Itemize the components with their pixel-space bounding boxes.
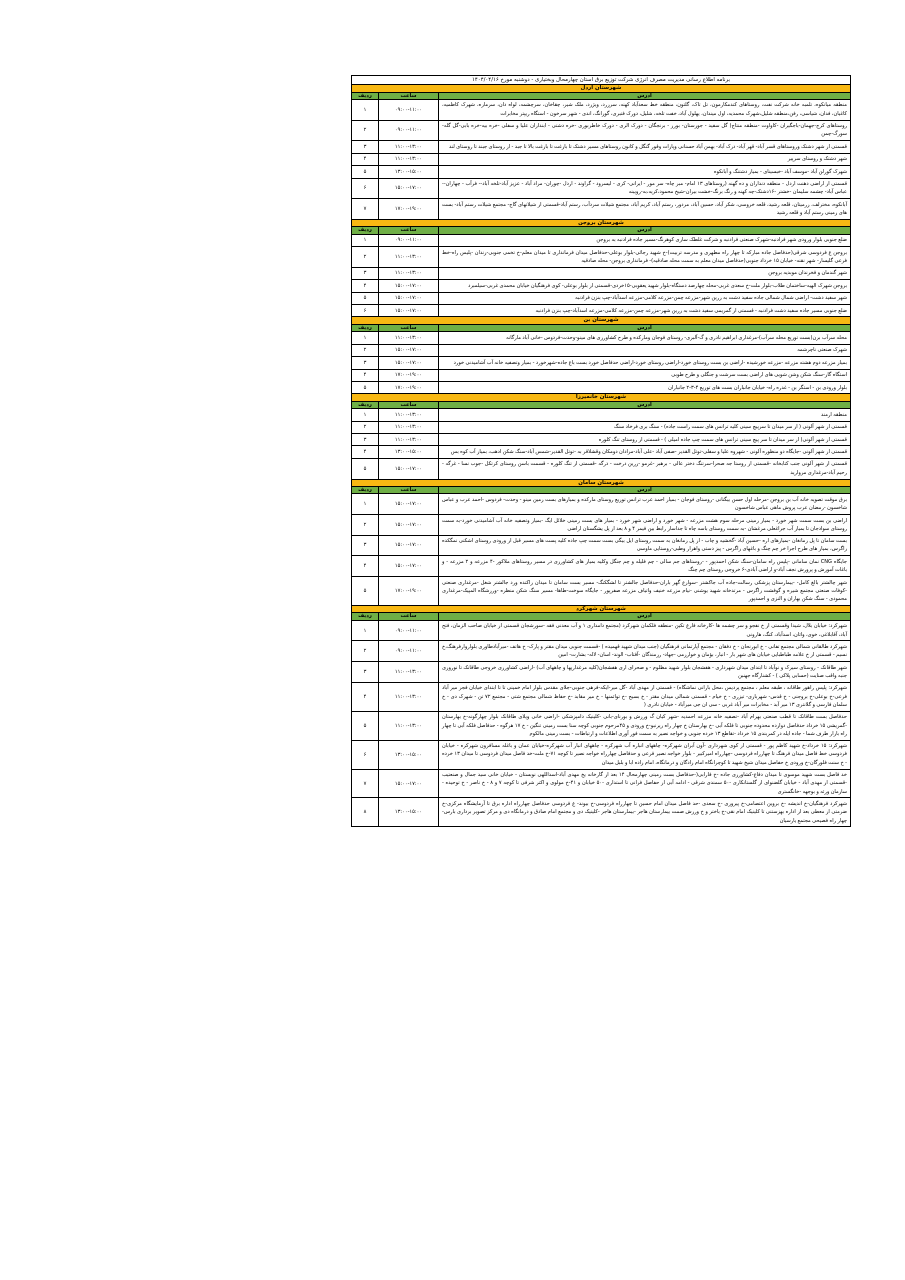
column-header-row	[351, 487, 850, 494]
row-time-range: ۱۵:۰۰-۱۷:۰۰	[379, 344, 439, 356]
table-row	[351, 798, 850, 827]
column-header-rownum: ردیف	[351, 324, 378, 331]
row-address: ضلع جنوبی بلوار ورودی شهر فرادنبه-شهرک صنعتی فرادنبه و شرکت غلطک سازی کوهرنگ-مسیر جاده فرادنبه به بروجن	[439, 234, 851, 246]
table-row	[351, 280, 850, 292]
county-name: شهرستان بروجن	[351, 219, 850, 226]
table-row	[351, 433, 850, 445]
document-title-row	[351, 76, 850, 85]
column-header-time: ساعت	[379, 401, 439, 408]
table-row	[351, 357, 850, 369]
row-time-range: ۰۹:۰۰-۱۱:۰۰	[379, 120, 439, 141]
row-number: ۷	[351, 199, 378, 220]
row-number: ۱	[351, 494, 378, 515]
table-row	[351, 234, 850, 246]
row-time-range: ۱۱:۰۰-۱۳:۰۰	[379, 247, 439, 268]
row-address: بست سامان تا پل زمانغان -بمیازهای اره -حسین آباد -گخشیه و چاب - از پل زمانغان به سمت روستای ایل بیگی بست سمت چپ جاده کلیه پست های مسیر قبل از ورودی روستای اشکنی نمگکده زاگرس، بمیاز های طرح اجرا خر چم چنگ و باغهای زاگرس - پیز دستی واهرار وطبی-روستایی ماوسی	[439, 535, 851, 556]
row-number: ۴	[351, 153, 378, 165]
row-number: ۵	[351, 458, 378, 479]
row-time-range: ۱۵:۰۰-۱۷:۰۰	[379, 305, 439, 317]
row-address: شهرکرد فرهنگیان-خ اندیشه -خ بروین اعتصامی-خ پیروزی -خ سعدی -حد فاصل میدان امام حسین تا چهارراه فردوسی-خ بیوند- غ فردوسی حدفاصل چهارراه اداره برق تا آزمایشگاه مرکزی-خ ضرمتی از معطی بعد از اداره بهزستنی تا کلینیک امام نقی-خ باختر و خ ورزش صمت بیمارستان هاجر -بیمارستان هاجر -کلینیک دی و مجتمع امام صادق و درمانگاه دی و مرکز تصویر برداری بارس-چهار راه فصیحی مجتمع یارسیان	[439, 798, 851, 827]
row-number: ۵	[351, 577, 378, 606]
row-address: شهر سفید دشت- اراضی شمال شمالی جاده سفید دشت به زرین شهر-مزرعه چمن-مزرعه کلامی-مزرعه اسدآباد-چپ بنزن فرادنبه	[439, 292, 851, 304]
table-row	[351, 682, 850, 711]
row-address: آبانکوه، مخترلف، زرمیتان، قلعه رشید، قلعه خروسی، شکر آباد، حسین آباد، مردور، رستم آباد، کریم آباد، مجتمع شیلات سردآب، رستم آباد-قسمتی از شیلاتهای گاج- مجتمع شیلات رستم آباد- بست های زمینی رستم آباد و قلعه رشید	[439, 199, 851, 220]
page-title: برنامه اطلاع رسانی مدیریت مصرف انرژی شرکت توزیع برق استان چهارمحال وبختیاری - دوشنبه مورخ ۱۴۰۴/۰۴/۱۶	[351, 76, 850, 85]
row-number: ۵	[351, 292, 378, 304]
row-address: بروجن شهرک الهیه-ساختمان طلاب-بلوار ملت-خ سعدی غربی-محله چهارصد دستگاه-بلوار شهید یعقوبی-۱۵خردی-قسمتی از بلوار بوعلی- کوی فرهنگیان خیابان محمدی غربی-سیلمبرد	[439, 280, 851, 292]
table-row	[351, 247, 850, 268]
county-name: شهرستان اردل	[351, 85, 850, 92]
row-address: بروجن غ فردوسی شرقی(حدفاصل جاده مبارکه تا چهار راه مطهری و مدرسه تربیت)-خ شهید رجائی-بلوار بوعلی-حدفاصل میدان فرمانداری تا میدان معلم-خ تخمی جنوبی-زندان -پلیس راه-خط فرعی گلیسار- شهر نقنه- خیابان ۱۵ خرداد جنوبی(حدفاصل میدان معلم به سمت محله صادقیه)- فرمانداری بروجن- محله صادقیه	[439, 247, 851, 268]
row-address: شهرکرد: خیابان بلال، شیدا وقسمتی از خ نفجو و سر چشمه ها -کارخانه فارغ تکین -منطقه فلکمان شهرکرد (مجتمع دامداری ۱ و آب معدنی فقه -سورشجان قسمتی از خیابان صاحب الزمان، فتح آباد، آقابلاغی، خوی، واثان، اسدآباد، کنگ، هارونی	[439, 620, 851, 641]
row-number: ۲	[351, 344, 378, 356]
row-time-range: ۱۱:۰۰-۱۳:۰۰	[379, 662, 439, 683]
row-number: ۲	[351, 120, 378, 141]
row-address: منطقه ارمند	[439, 409, 851, 421]
table-row	[351, 641, 850, 662]
column-header-row	[351, 324, 850, 331]
column-header-address: آدرس	[439, 401, 851, 408]
row-time-range: ۱۵:۰۰-۱۷:۰۰	[379, 494, 439, 515]
row-time-range: ۱۱:۰۰-۱۳:۰۰	[379, 409, 439, 421]
row-address: شهرکرد طالقانی شمالی مجتمع تفانی - خ ابورنحان - خ دفقان - مجتمع آپارتمانی فرهنگیان (جنب میدان شهید قهمیده ) -قسمت جنوبی میدان مقتر و پارک- خ هاتف -میرآبادطاوری بلواروارفرهنگ،خ نسیم - قسمتی از خ علامه طباطبایی خیابان های شهر بار - انبار، بؤمان و خوارزمی -جهاد- رزمندگان -آفتاب- الوند- اسان- لاله- بشارت- امین	[439, 641, 851, 662]
column-header-address: آدرس	[439, 487, 851, 494]
row-time-range: ۱۵:۰۰-۱۷:۰۰	[379, 357, 439, 369]
table-row	[351, 120, 850, 141]
row-address: قسمتی از شهر آلونی -جایگاه دو منظوره آلونی - شهروه علیا و سفلی-توتل القدیر -صفی آباد -علی آباد-مرادان دومکان وقشلاقر به -توتل القدیر-شمس آباد-سنگ شکن ادهب، بمیاز آب کوه بس	[439, 446, 851, 458]
county-band-row	[351, 479, 850, 486]
row-time-range: ۱۳:۰۰-۱۵:۰۰	[379, 446, 439, 458]
county-band-row	[351, 219, 850, 226]
table-row	[351, 292, 850, 304]
row-address: برق موقت تصویه خانه آب بن بروجن -مرحله اول حسن بیگنانی -روستای فوجان - بمیاز احمد عرب ترانس توزیع روستای مارکده و بمیازهای بست زمین مینو - وحدت- فردوس -احمد عرب و عباس شاخسون -رمضان عرب پروش ماهی عباس شاخسون	[439, 494, 851, 515]
row-address: ضلع جنوبی مسیر جاده سفید دشت فرادنبه - قسمتی از گمریمی سفید دشت به زرین شهر-مزرعه چمن-مزرعه کلامی-مزرعه اسدآباد-چپ بنزن فرادنبه	[439, 305, 851, 317]
table-row	[351, 381, 850, 393]
column-header-row	[351, 401, 850, 408]
column-header-address: آدرس	[439, 613, 851, 620]
table-row	[351, 409, 850, 421]
row-number: ۱	[351, 620, 378, 641]
county-band-row	[351, 605, 850, 612]
row-address: خد فاصل بست شهید موسوی تا میدان دفاع-کشاورزی جاده -خ فارابی(-حدفاصل بست زمینی چهارمحال ۱۴ بعد از گارخانه یخ مهدی آباد-اسداللهی نوبستان - خیابان خانی سید جمال و صنعتیب -قسمتی از مهدی آباد - خیابان گلضنوای از گلستانکاری -۵۰ سمندی شرقی - ادامه آبی از حفاصل فرانی تا استداری -۵۰ خیابان و ۴۱-خ مولوی و اکتر شرفی تا کوچه ۷ و ۸ - خ ناصر - خ توحیده - سازمان ورثه و بوجهه -خانگستری	[439, 769, 851, 798]
row-number: ۱	[351, 234, 378, 246]
column-header-row	[351, 613, 850, 620]
row-time-range: ۱۵:۰۰-۱۷:۰۰	[379, 514, 439, 535]
row-time-range: ۱۱:۰۰-۱۳:۰۰	[379, 711, 439, 740]
row-time-range: ۱۷:۰۰-۱۹:۰۰	[379, 577, 439, 606]
row-number: ۷	[351, 769, 378, 798]
row-number: ۲	[351, 421, 378, 433]
row-number: ۳	[351, 357, 378, 369]
table-row	[351, 178, 850, 199]
row-address: قسمتی از شهر دشتک وروستاهای قسر آباد- قهر آباد- دزک آباد- بهمن آباد حسنانی وپازات وقور گنگل و کانون روستاهای مسیر دشتک تا بازغت تا بازغت بالا تا جبد - از روستای جبند تا روستای لند	[439, 141, 851, 153]
row-time-range: ۱۷:۰۰-۱۹:۰۰	[379, 381, 439, 393]
row-address: جایگاه CNG نمان سامانی -پلیس راه سامان-سنگ شکن احمدپور - -روستاهای جم سالی - چم فلیله و چم جنگل وکلیه بمیاز های کشاورزی در مسیر روستاهای ملاکور -۴ مزرعه و ۲ مزرعه - و باغات آموزش و پرورش نجف آباد-و اراضی آبادی-۶ خروجی روستای چم چنگ	[439, 556, 851, 577]
row-number: ۵	[351, 381, 378, 393]
column-header-time: ساعت	[379, 487, 439, 494]
column-header-time: ساعت	[379, 324, 439, 331]
row-number: ۵	[351, 166, 378, 178]
row-address: بمیاز مزرعه دوم هشته مزرعه -مزرعه خورشیده -اراضی بن بست روستای خورد-اراضی روستای خورد-اراضی حدفاصل خورد بست باغ جاده-شهرخورد - بمیاز وتصفیه خانه آب آشامیدنی خورد	[439, 357, 851, 369]
row-address: قسمتی از شهر آلونی( از سر میدان تا سر پیچ سینی ترانس های سمت چپ جاده امیلی ) - قسمتی از روستای تنگ کلوره	[439, 433, 851, 445]
row-time-range: ۱۵:۰۰-۱۷:۰۰	[379, 535, 439, 556]
row-time-range: ۱۵:۰۰-۱۷:۰۰	[379, 458, 439, 479]
row-number: ۳	[351, 662, 378, 683]
table-row	[351, 577, 850, 606]
row-number: ۲	[351, 514, 378, 535]
column-header-rownum: ردیف	[351, 613, 378, 620]
row-number: ۲	[351, 641, 378, 662]
column-header-row	[351, 227, 850, 234]
table-row	[351, 514, 850, 535]
county-name: شهرستان بن	[351, 317, 850, 324]
county-band-row	[351, 394, 850, 401]
table-row	[351, 769, 850, 798]
column-header-rownum: ردیف	[351, 227, 378, 234]
row-address: قسمتی از شهر آلونی جنب کتابخانه -قسمتی از روستا جه صحرا-سرتنگ دختر عالی - برهبر -غرمو -زرین درخت - ذرگه -قسمتی از تنگ کلوره - قسمت باسن روستای کرتکل -جوب نسا - غرگه - رحیم آباد-مرغداری مروارید	[439, 458, 851, 479]
county-name: شهرستان خانمیرزا	[351, 394, 850, 401]
row-address: روستاهای کرج-جهمان-باجگیران -کاواوت -منطقه منتاج( گل سفید - جوزستان- بورز - برنجگان - دورک الری - دورک خاطربوری -خره دشتی - ابندازان علیا و سفلی -خره بیه-خره بابی-گل گله-سورگ-چمن	[439, 120, 851, 141]
row-address: محله سرآب برن(بست توزیع محله سرآب)-مرغداری ابراهیم نادری و گ-آلبری- روستای فوجان ومارکده و طرح کشاورزی های مینو-وحدت-فردوس -خانی آباد مارگانه	[439, 332, 851, 344]
table-row	[351, 620, 850, 641]
table-row	[351, 267, 850, 279]
column-header-rownum: ردیف	[351, 401, 378, 408]
row-address: قسمتی از اراضی دهنت اردل - منطقه دنداران و ده گهنه (روستاهای ۱۳ امام- مبر چاه- سر مور - ایرانی- کری - لیسرود - گراوند - اردل -چوران- مراد آباد - عزیز آباد-تلخه آباد-- فرآب - چهاران-- عباس آباد- چشمه سلیمان -خشتر -۱۶دشتک-چه کهنه و رنگ برنگ-خشت بیران-شیخ محمود،کریه،به-رویبنه	[439, 178, 851, 199]
column-header-rownum: ردیف	[351, 92, 378, 99]
table-row	[351, 662, 850, 683]
column-header-address: آدرس	[439, 227, 851, 234]
row-time-range: ۱۱:۰۰-۱۳:۰۰	[379, 332, 439, 344]
table-row	[351, 305, 850, 317]
row-time-range: ۱۱:۰۰-۱۳:۰۰	[379, 141, 439, 153]
table-body	[351, 76, 850, 827]
column-header-time: ساعت	[379, 227, 439, 234]
row-address: شهر طاقانک - روستای سیرک و نوآباد تا ابتدای میدان شهرداری - هفشجان بلوار شهید مظلوم - و صحرای اری هفشجان(کلیه مرغدارپها و چاههای آب) -اراضی کشاورزی خروجی طاقانک تا نوروزی جنبه واقب صنایت (حسابی پلاکی ) - کشنارگاه جهنبن	[439, 662, 851, 683]
row-address: شهر چالشتر بالغ کامل- -بیمارستان پزشکی رسالت-جاده آب جاکشتر -سوازع گهر باران-حدفاصل جالشتر تا لشگکنگ- مسیر بست سامان تا میدان زاکنده ورد جالشتر شغل -مرغداری صنعتی -کوفات صنعتی مجتمع شیره و گوفشت زاگرس - مرتدخانه شهید یوشنی -نیام مزرعه خنیف واتیاف مزرعه صفرپور - جایگاه سوخت-طاها- مسیر سنگ شکن منظره -ورزشگاه المپیک-مرغداری محمودی - سنگ شکن بهاران و النزی و احمدپور	[439, 577, 851, 606]
table-row	[351, 458, 850, 479]
table-row	[351, 166, 850, 178]
row-address: استگاه گاز-سنگ شکن وشن شویی های اراضی بست سرشت و جنگلی و طرح طوبی	[439, 369, 851, 381]
column-header-rownum: ردیف	[351, 487, 378, 494]
row-address: بلوار ورودی بن - استگر بن - غدره راه- خیابان جانباران بست های توزیع ۴-۳-۲ جانباران	[439, 381, 851, 393]
column-header-row	[351, 92, 850, 99]
row-number: ۴	[351, 446, 378, 458]
row-time-range: ۰۹:۰۰-۱۱:۰۰	[379, 99, 439, 120]
column-header-time: ساعت	[379, 92, 439, 99]
row-address: شهر دشتک و روستای سرپیر	[439, 153, 851, 165]
table-row	[351, 199, 850, 220]
row-time-range: ۰۹:۰۰-۱۱:۰۰	[379, 234, 439, 246]
row-address: حدفاصل بست طاقانک تا قطب صنعتی بهرام آباد -تصفیه خانه مزرعه احمدیه -شهر کیان گ ورزش و بورنای-بانی -کلینیک دامپزشکی -اراضی خانی ویلای طاقانک بلوار چهارگونه-خ بهارستان -گمریشی ۱۵ خرداد حدفاصل دوازده محدوده جنوبی تا فلکه آبی -خ بهارستان خ چهار راه زیرنبو-خ ورودی و ۴۵مرحوم جنوبی کوچه سنا بست زمینی تنگین - خ ۱۷ هرگوه - حدفاصل فلکه آبی تا چهار راه بازار طرف شما - جاده ایله در کمربندی ۱۵ خرداد -تقاطع ۱۳ خرده جنوبی و خواجه نصیر به سمت فور آوری اطلاعات و ارتباطات - بست زمینی مالکوم	[439, 711, 851, 740]
table-row	[351, 494, 850, 515]
row-number: ۳	[351, 141, 378, 153]
row-time-range: ۱۳:۰۰-۱۵:۰۰	[379, 166, 439, 178]
table-row	[351, 556, 850, 577]
row-address: شهرکرد: پلیس راهور طاقانه ، طبقه معلم ، مجتمع پردیس ،محل بارانی نماشگاه) - قسمتی از مهدی آباد -گل میر-ایکه-فرهی جنوبی-جلای مقدس بلوار امام خمینی تا تا ابتدای خیابان فجر میر آباد فرعی-خ بوعلی-خ بروجنی - خ قدس- شهربازی- تیزری - خ خیام - قسمتی شمالی میدان مقتر - خ بسیج -خ تواثمنها - خ میر مقابد -خ حفاظ شمالی مجتمع شتی - مجتمع ۷۲ تن - شهرک دی - خ سلمان فارسی و گلانتری ۱۳ میر آبد - مخابرات میر آباد غربی - سی ان جی میرآباد - خیابان نادری (	[439, 682, 851, 711]
row-time-range: ۱۳:۰۰-۱۵:۰۰	[379, 798, 439, 827]
table-row	[351, 344, 850, 356]
table-row	[351, 153, 850, 165]
row-number: ۴	[351, 682, 378, 711]
row-number: ۶	[351, 178, 378, 199]
county-band-row	[351, 317, 850, 324]
table-row	[351, 141, 850, 153]
table-row	[351, 332, 850, 344]
table-row	[351, 446, 850, 458]
row-address: اراضی بن بست سمت شهر خورد - بمیاز زمینی مرحله سوم هشت مزرعه - شهر خورد و اراضی شهر خورد - بمیاز های بست زمینی خلائل ایگ -بمیاز وتصفیه خانه آب آشامیدنی خورد-به سمت روستای سوادجان تا بمیاز آب جراغعلی مرغشان -به سمت روستای باسه چاه تا جداساز رابط بین فیمر ۴ و ۸ بعد از پل یشگستان اراضی	[439, 514, 851, 535]
row-time-range: ۱۱:۰۰-۱۳:۰۰	[379, 682, 439, 711]
table-row	[351, 711, 850, 740]
county-name: شهرستان سامان	[351, 479, 850, 486]
row-time-range: ۱۵:۰۰-۱۷:۰۰	[379, 280, 439, 292]
table-row	[351, 421, 850, 433]
row-time-range: ۱۵:۰۰-۱۷:۰۰	[379, 292, 439, 304]
row-time-range: ۱۷:۰۰-۱۹:۰۰	[379, 369, 439, 381]
row-number: ۴	[351, 369, 378, 381]
row-number: ۴	[351, 556, 378, 577]
row-time-range: ۱۷:۰۰-۱۹:۰۰	[379, 199, 439, 220]
row-number: ۱	[351, 99, 378, 120]
row-address: شهرک گورلن آباد -موسف آباد -خبسینای - بمیاز دشتنگ و آبانکوه	[439, 166, 851, 178]
row-number: ۸	[351, 798, 378, 827]
row-address: قسمتی از شهر آلونی ( از سر میدان تا سرپیچ سینی کلیه ترانس های سمت راست جاده) - سنگ بری فرخاد سنگ	[439, 421, 851, 433]
table-row	[351, 740, 850, 769]
row-time-range: ۱۵:۰۰-۱۷:۰۰	[379, 178, 439, 199]
column-header-address: آدرس	[439, 92, 851, 99]
row-time-range: ۰۹:۰۰-۱۱:۰۰	[379, 620, 439, 641]
outage-schedule-page	[352, 75, 851, 827]
row-time-range: ۱۱:۰۰-۱۳:۰۰	[379, 153, 439, 165]
row-number: ۲	[351, 247, 378, 268]
outage-schedule-table	[351, 75, 851, 827]
row-time-range: ۱۵:۰۰-۱۷:۰۰	[379, 556, 439, 577]
row-time-range: ۱۳:۰۰-۱۵:۰۰	[379, 740, 439, 769]
row-address: شهر گندمان و فخرندان موبدیه بروجن	[439, 267, 851, 279]
row-number: ۱	[351, 332, 378, 344]
table-row	[351, 535, 850, 556]
row-address: منطقه میانکوه، تلمبه خانه شرکت نفت، روستاهای کندمکارمون، تل تاک، گلتون، منطقه خط سعدآباد کهنه، سرزرد، ویژزد، ملک شیر، چقاخان، سرچشمه، لواه دان، سرمازه، شهرک کاظمیه، کاغیان، فدان، شیاسی، رفن،منطقه شلیل،شهرک محمدیه، اول میندان، یهلول آباد، خفت تلخه، شلیل، دورک فتبری، گوزانگ، اندی - شهر سرخون - استگاه ریپتر مخابرات	[439, 99, 851, 120]
row-number: ۵	[351, 711, 378, 740]
row-time-range: ۱۱:۰۰-۱۳:۰۰	[379, 421, 439, 433]
row-number: ۳	[351, 433, 378, 445]
row-time-range: ۰۹:۰۰-۱۱:۰۰	[379, 641, 439, 662]
column-header-time: ساعت	[379, 613, 439, 620]
row-number: ۳	[351, 267, 378, 279]
row-number: ۱	[351, 409, 378, 421]
row-time-range: ۱۵:۰۰-۱۷:۰۰	[379, 769, 439, 798]
row-number: ۴	[351, 280, 378, 292]
county-name: شهرستان شهرکرد	[351, 605, 850, 612]
row-address: شهرکرد: ۱۵ خرداد-خ شهید کاظم پور - قسمتی از کوی شهرداری -آون آبران شهرکره- چاههای انباره آب شهرکره - چاههای انبار آب شهرکره-خیابان عمان و باغله مسافرون شهرکره - خیابان فردوسی خط فاصل میدان فرهنگ تا چهارراه فردوسی -چهارراه امیرکبیر - بلوار خواجه نصیر فرعی و حدفاصل چهارراه خواجه نصیر تا کوچه ۷۱-خ ملت-خد فاصل میدان فردوسی تا میدان ۱۳ خرده - خ سنت فلورگان-خ ورودی خ حفاصل میدان شیخ شهید تا کوچرانگاه امام زادگان و درمانگاه، امام زاده ابا و بلبل میدان	[439, 740, 851, 769]
table-row	[351, 99, 850, 120]
column-header-address: آدرس	[439, 324, 851, 331]
row-number: ۳	[351, 535, 378, 556]
row-address: شهرک صنعتی ناچرشمه	[439, 344, 851, 356]
row-time-range: ۱۱:۰۰-۱۳:۰۰	[379, 267, 439, 279]
row-time-range: ۱۱:۰۰-۱۳:۰۰	[379, 433, 439, 445]
row-number: ۶	[351, 305, 378, 317]
row-number: ۶	[351, 740, 378, 769]
county-band-row	[351, 85, 850, 92]
table-row	[351, 369, 850, 381]
